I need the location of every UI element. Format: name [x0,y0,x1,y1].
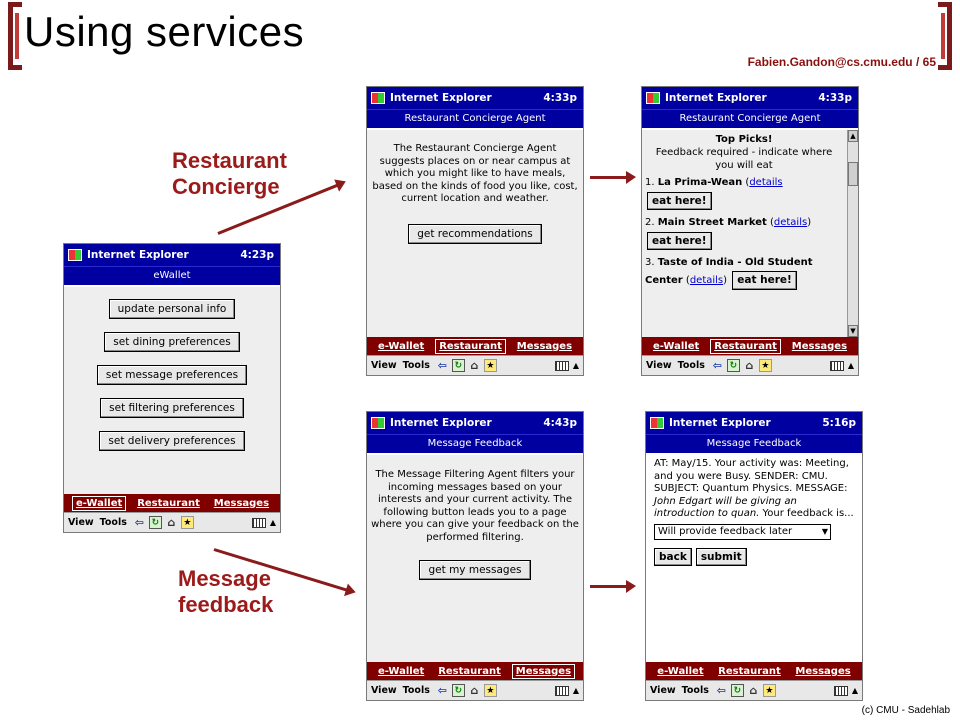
toolbar [367,355,583,375]
tab-bar [646,662,862,680]
caption-line: feedback [178,592,274,617]
ewallet-screen [63,243,281,533]
top-picks-heading: Top Picks! [715,134,773,145]
message-feedback-intro-screen [366,411,584,701]
windows-flag-icon[interactable] [650,417,664,429]
refresh-icon[interactable]: ↻ [452,684,465,697]
message-body: John Edgart will be giving an introduction to quan. [654,495,797,519]
favorites-icon[interactable]: ★ [759,359,772,372]
message-meta: AT: May/15. Your activity was: Meeting, and you were Busy. SENDER: CMU. SUBJECT: Quantum Physics. MESSAGE: [654,458,849,494]
scroll-down-icon[interactable]: ▼ [848,325,858,337]
right-bracket-decoration [938,2,952,70]
set-message-preferences-button[interactable]: set message preferences [97,365,247,385]
tab-ewallet[interactable]: e-Wallet [377,665,425,677]
back-arrow-icon[interactable]: ⇦ [437,684,447,697]
windows-flag-icon[interactable] [371,92,385,104]
back-button[interactable]: back [654,548,692,566]
pick-name: Taste of India - Old Student Center [645,257,813,286]
back-arrow-icon[interactable]: ⇦ [134,516,144,529]
set-delivery-preferences-button[interactable]: set delivery preferences [99,431,244,451]
slide-title: Using services [24,8,305,55]
picks-content [642,130,858,337]
eat-here-button[interactable]: eat here! [647,192,712,210]
refresh-icon[interactable]: ↻ [727,359,740,372]
clock: 4:23p [240,249,274,261]
details-link[interactable]: details [689,275,724,286]
scroll-thumb[interactable] [848,162,858,186]
concierge-description: The Restaurant Concierge Agent suggests places on or near campus at which you might like to have meals, based on the kinds of food you like, cost, current location and weather. [372,143,578,204]
app-name: Internet Explorer [390,92,492,104]
submit-button[interactable]: submit [696,548,747,566]
pick-name: La Prima-Wean [657,177,743,188]
app-name: Internet Explorer [669,417,771,429]
message-detail-content [646,455,862,662]
message-feedback-content [367,455,583,662]
eat-here-button[interactable]: eat here! [732,271,797,290]
chevron-down-icon[interactable]: ▼ [821,526,828,536]
left-bracket-decoration [8,2,22,70]
titlebar [642,87,858,109]
tab-bar [367,662,583,680]
tab-messages[interactable]: Messages [516,340,573,352]
feedback-prompt: Your feedback is... [762,508,854,519]
caption-line: Restaurant [172,148,287,173]
back-arrow-icon[interactable]: ⇦ [716,684,726,697]
slide-footer: (c) CMU - Sadehlab [861,705,950,716]
set-filtering-preferences-button[interactable]: set filtering preferences [100,398,244,418]
toolbar [646,680,862,700]
toolbar [642,355,858,375]
tab-bar [367,337,583,355]
details-link[interactable]: details [773,217,808,228]
home-icon[interactable]: ⌂ [745,359,754,372]
eat-here-button[interactable]: eat here! [647,232,712,250]
tab-restaurant[interactable]: Restaurant [435,339,506,354]
message-feedback-description: The Message Filtering Agent filters your incoming messages based on your interests and your current activity. The following button leads you to a page where you can give your feedback on the performed filtering. [371,469,579,543]
page-title: Message Feedback [367,434,583,453]
concierge-content [367,130,583,337]
pick-number: 2. [645,217,655,228]
titlebar [64,244,280,266]
toolbar [367,680,583,700]
tools-menu[interactable]: Tools [99,517,127,528]
favorites-icon[interactable]: ★ [763,684,776,697]
pick-item: 1. La Prima-Wean (details [645,177,783,188]
arrow-to-msg-detail [590,585,628,588]
sip-arrow-icon[interactable]: ▲ [847,361,854,370]
titlebar [367,87,583,109]
app-name: Internet Explorer [87,249,189,261]
tab-ewallet[interactable]: e-Wallet [652,340,700,352]
clock: 5:16p [822,417,856,429]
sip-arrow-icon[interactable]: ▲ [269,518,276,527]
arrow-to-picks [590,176,628,179]
author-email: Fabien.Gandon@cs.cmu.edu / 65 [747,55,936,69]
refresh-icon[interactable]: ↻ [731,684,744,697]
back-arrow-icon[interactable]: ⇦ [712,359,722,372]
page-title: Restaurant Concierge Agent [367,109,583,128]
windows-flag-icon[interactable] [646,92,660,104]
pick-item: 3. Taste of India - Old Student Center (details) eat here! [642,256,846,290]
titlebar [646,412,862,434]
tab-restaurant[interactable]: Restaurant [137,497,200,509]
page-title: Restaurant Concierge Agent [642,109,858,128]
vertical-scrollbar[interactable] [847,130,858,337]
tab-bar [642,337,858,355]
update-personal-info-button[interactable]: update personal info [109,299,236,319]
caption-line: Message [178,566,271,591]
tools-menu[interactable]: Tools [681,685,709,696]
view-menu[interactable]: View [371,685,397,696]
pick-name: Main Street Market [657,217,767,228]
picks-instructions: Feedback required - indicate where you will eat [655,147,833,171]
refresh-icon[interactable]: ↻ [149,516,162,529]
concierge-intro-screen [366,86,584,376]
sip-arrow-icon[interactable]: ▲ [572,361,579,370]
feedback-select-value: Will provide feedback later [658,525,793,537]
tools-menu[interactable]: Tools [402,685,430,696]
view-menu[interactable]: View [371,360,397,371]
tab-ewallet[interactable]: e-Wallet [377,340,425,352]
tab-restaurant[interactable]: Restaurant [710,339,781,354]
keyboard-icon[interactable] [555,361,569,371]
view-menu[interactable]: View [68,517,94,528]
page-title: eWallet [64,266,280,285]
app-name: Internet Explorer [390,417,492,429]
action-row [654,548,862,566]
caption-restaurant-concierge [172,148,287,200]
get-my-messages-button[interactable]: get my messages [419,560,530,580]
toolbar [64,512,280,532]
sip-arrow-icon[interactable]: ▲ [851,686,858,695]
pick-number: 3. [645,257,655,268]
sip-arrow-icon[interactable]: ▲ [572,686,579,695]
favorites-icon[interactable]: ★ [484,684,497,697]
ewallet-content [64,287,280,494]
top-picks-screen [641,86,859,376]
page-title: Message Feedback [646,434,862,453]
clock: 4:43p [543,417,577,429]
get-recommendations-button[interactable]: get recommendations [408,224,542,244]
tools-menu[interactable]: Tools [402,360,430,371]
keyboard-icon[interactable] [555,686,569,696]
tab-messages[interactable]: Messages [791,340,848,352]
message-details-text [646,455,862,521]
details-link[interactable]: details [749,177,783,188]
view-menu[interactable]: View [650,685,676,696]
caption-line: Concierge [172,174,280,199]
tab-restaurant[interactable]: Restaurant [438,665,501,677]
home-icon[interactable]: ⌂ [749,684,758,697]
pick-number: 1. [645,177,655,188]
scroll-up-icon[interactable]: ▲ [848,130,858,142]
tab-messages[interactable]: Messages [795,665,851,677]
keyboard-icon[interactable] [830,361,844,371]
home-icon[interactable]: ⌂ [167,516,176,529]
home-icon[interactable]: ⌂ [470,684,479,697]
keyboard-icon[interactable] [834,686,848,696]
favorites-icon[interactable]: ★ [181,516,194,529]
message-detail-screen [645,411,863,701]
tab-bar [64,494,280,512]
tab-restaurant[interactable]: Restaurant [718,665,781,677]
windows-flag-icon[interactable] [68,249,82,261]
set-dining-preferences-button[interactable]: set dining preferences [104,332,239,352]
back-arrow-icon[interactable]: ⇦ [437,359,447,372]
view-menu[interactable]: View [646,360,672,371]
refresh-icon[interactable]: ↻ [452,359,465,372]
titlebar [367,412,583,434]
clock: 4:33p [543,92,577,104]
favorites-icon[interactable]: ★ [484,359,497,372]
tab-ewallet[interactable]: e-Wallet [72,496,126,511]
app-name: Internet Explorer [665,92,767,104]
tab-ewallet[interactable]: e-Wallet [657,665,704,677]
clock: 4:33p [818,92,852,104]
caption-message-feedback [178,566,273,618]
pick-item: 2. Main Street Market (details) [645,217,812,228]
windows-flag-icon[interactable] [371,417,385,429]
tab-messages[interactable]: Messages [213,497,270,509]
tab-messages[interactable]: Messages [512,664,575,679]
keyboard-icon[interactable] [252,518,266,528]
feedback-select[interactable] [654,524,831,540]
tools-menu[interactable]: Tools [677,360,705,371]
home-icon[interactable]: ⌂ [470,359,479,372]
